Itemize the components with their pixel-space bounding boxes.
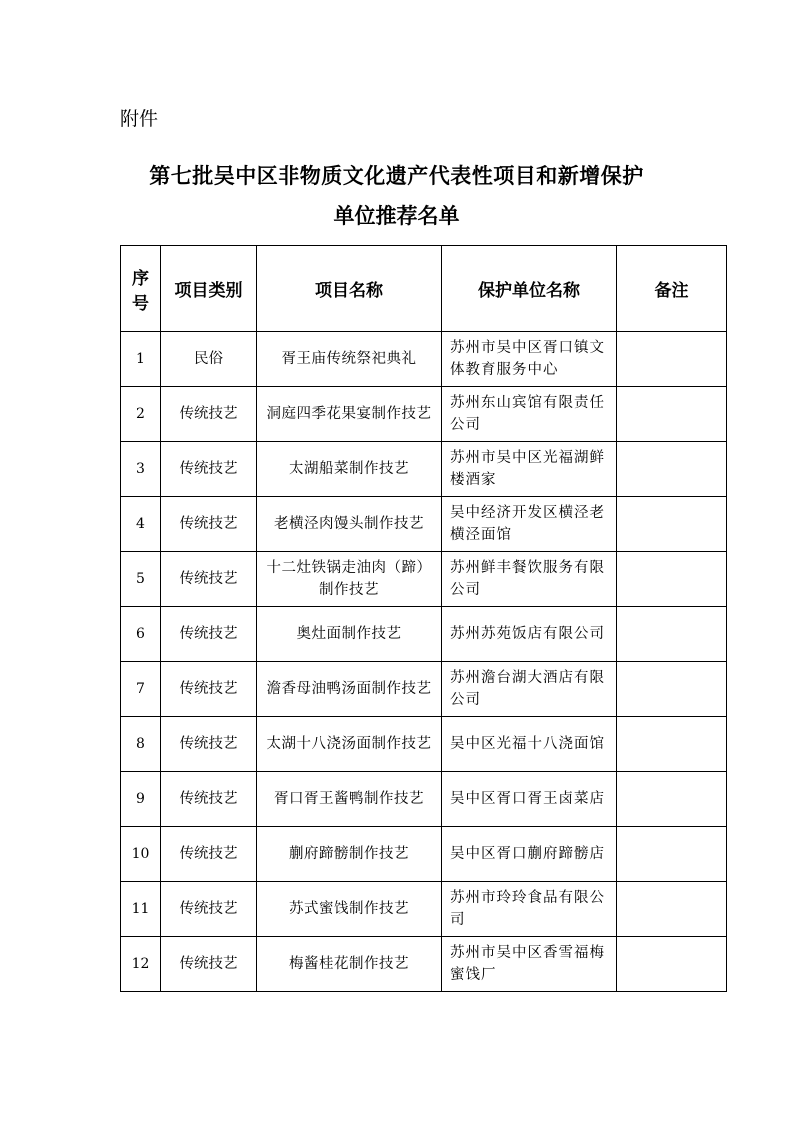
cell-remarks <box>617 497 727 552</box>
header-serial-no: 序号 <box>121 246 161 332</box>
cell-category: 传统技艺 <box>161 772 257 827</box>
table-row <box>121 772 727 827</box>
cell-serial-no: 2 <box>121 387 161 442</box>
cell-serial-no: 5 <box>121 552 161 607</box>
cell-protection-unit: 苏州市吴中区光福湖鲜楼酒家 <box>442 442 617 497</box>
cell-serial-no: 11 <box>121 882 161 937</box>
cell-project-name: 胥王庙传统祭祀典礼 <box>257 332 442 387</box>
cell-project-name: 太湖十八浇汤面制作技艺 <box>257 717 442 772</box>
table-row <box>121 662 727 717</box>
cell-protection-unit: 吴中区光福十八浇面馆 <box>442 717 617 772</box>
table-row <box>121 442 727 497</box>
cell-remarks <box>617 772 727 827</box>
table-header-row <box>121 246 727 332</box>
cell-serial-no: 1 <box>121 332 161 387</box>
cell-serial-no: 12 <box>121 937 161 992</box>
cell-serial-no: 10 <box>121 827 161 882</box>
cell-serial-no: 3 <box>121 442 161 497</box>
cell-category: 传统技艺 <box>161 937 257 992</box>
cell-project-name: 苏式蜜饯制作技艺 <box>257 882 442 937</box>
cell-protection-unit: 苏州苏苑饭店有限公司 <box>442 607 617 662</box>
table-row <box>121 607 727 662</box>
cell-serial-no: 6 <box>121 607 161 662</box>
cell-category: 民俗 <box>161 332 257 387</box>
cell-project-name: 太湖船菜制作技艺 <box>257 442 442 497</box>
table-row <box>121 387 727 442</box>
cell-protection-unit: 吴中区胥口胥王卤菜店 <box>442 772 617 827</box>
cell-protection-unit: 苏州市玲玲食品有限公司 <box>442 882 617 937</box>
table-row <box>121 827 727 882</box>
cell-category: 传统技艺 <box>161 662 257 717</box>
cell-protection-unit: 苏州市吴中区香雪福梅蜜饯厂 <box>442 937 617 992</box>
table-row <box>121 882 727 937</box>
cell-remarks <box>617 607 727 662</box>
cell-protection-unit: 苏州澹台湖大酒店有限公司 <box>442 662 617 717</box>
cell-remarks <box>617 442 727 497</box>
cell-category: 传统技艺 <box>161 387 257 442</box>
attachment-label: 附件 <box>120 108 159 130</box>
cell-serial-no: 4 <box>121 497 161 552</box>
cell-project-name: 蒯府蹄髈制作技艺 <box>257 827 442 882</box>
cell-category: 传统技艺 <box>161 882 257 937</box>
cell-project-name: 澹香母油鸭汤面制作技艺 <box>257 662 442 717</box>
cell-project-name: 胥口胥王酱鸭制作技艺 <box>257 772 442 827</box>
header-protection-unit: 保护单位名称 <box>442 246 617 332</box>
cell-remarks <box>617 552 727 607</box>
cell-project-name: 梅酱桂花制作技艺 <box>257 937 442 992</box>
cell-protection-unit: 苏州鲜丰餐饮服务有限公司 <box>442 552 617 607</box>
table-row <box>121 497 727 552</box>
cell-project-name: 奥灶面制作技艺 <box>257 607 442 662</box>
cell-project-name: 十二灶铁锅走油肉（蹄）制作技艺 <box>257 552 442 607</box>
cell-protection-unit: 吴中经济开发区横泾老横泾面馆 <box>442 497 617 552</box>
cell-remarks <box>617 827 727 882</box>
cell-serial-no: 9 <box>121 772 161 827</box>
cell-project-name: 洞庭四季花果宴制作技艺 <box>257 387 442 442</box>
cell-serial-no: 8 <box>121 717 161 772</box>
cell-category: 传统技艺 <box>161 497 257 552</box>
cell-serial-no: 7 <box>121 662 161 717</box>
table-row <box>121 937 727 992</box>
cell-remarks <box>617 387 727 442</box>
cell-protection-unit: 苏州市吴中区胥口镇文体教育服务中心 <box>442 332 617 387</box>
cell-category: 传统技艺 <box>161 552 257 607</box>
cell-remarks <box>617 662 727 717</box>
cell-remarks <box>617 882 727 937</box>
table-row <box>121 717 727 772</box>
header-project-name: 项目名称 <box>257 246 442 332</box>
document-title-line2: 单位推荐名单 <box>333 203 460 228</box>
cell-protection-unit: 吴中区胥口蒯府蹄髈店 <box>442 827 617 882</box>
cell-category: 传统技艺 <box>161 607 257 662</box>
table-row <box>121 332 727 387</box>
cell-project-name: 老横泾肉馒头制作技艺 <box>257 497 442 552</box>
cell-category: 传统技艺 <box>161 827 257 882</box>
cell-remarks <box>617 937 727 992</box>
header-category: 项目类别 <box>161 246 257 332</box>
document-title-line1: 第七批吴中区非物质文化遗产代表性项目和新增保护 <box>149 163 644 188</box>
cell-protection-unit: 苏州东山宾馆有限责任公司 <box>442 387 617 442</box>
cell-category: 传统技艺 <box>161 717 257 772</box>
table-row <box>121 552 727 607</box>
cell-category: 传统技艺 <box>161 442 257 497</box>
cell-remarks <box>617 332 727 387</box>
recommendation-table <box>120 245 727 992</box>
cell-remarks <box>617 717 727 772</box>
header-remarks: 备注 <box>617 246 727 332</box>
